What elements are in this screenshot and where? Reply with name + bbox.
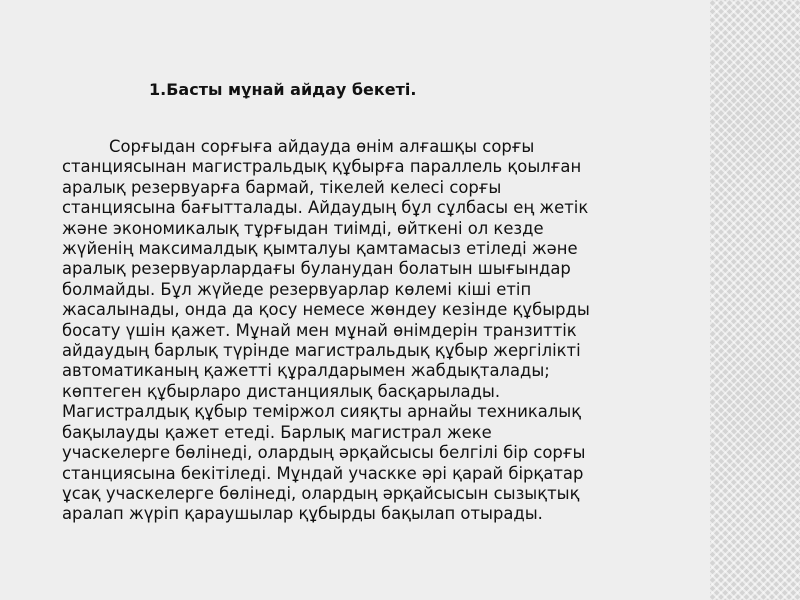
paragraph-line: ұсақ учаскелерге бөлінеді, олардың әрқайсысын сызықтық bbox=[62, 483, 580, 503]
paragraph-line: станциясынан магистральдық құбырға параллель қоылған bbox=[62, 157, 582, 177]
paragraph-line: учаскелерге бөлінеді, олардың әрқайсысы белгілі бір сорғы bbox=[62, 443, 586, 463]
paragraph-line: автоматиканың қажетті құралдарымен жабдықталады; bbox=[62, 361, 550, 381]
paragraph-line: жүйенің максималдық қымталуы қамтамасыз етіледі және bbox=[62, 239, 578, 259]
paragraph-line: станциясына бағытталады. Айдаудың бұл сұлбасы ең жетік bbox=[62, 198, 589, 218]
paragraph-line: аралық резервуарлардағы буланудан болатын шығындар bbox=[62, 259, 571, 279]
paragraph-line: аралап жүріп қараушылар құбырды бақылап отырады. bbox=[62, 504, 543, 524]
paragraph-line: болмайды. Бұл жүйеде резервуарлар көлемі кіші етіп bbox=[62, 279, 532, 299]
paragraph-line: көптеген құбырларо дистанциялық басқарылады. bbox=[62, 381, 501, 401]
paragraph-line: босату үшін қажет. Мұнай мен мұнай өнімдерін транзиттік bbox=[62, 320, 577, 340]
paragraph-line: станциясына бекітіледі. Мұндай учаскке әрі қарай бірқатар bbox=[62, 463, 584, 483]
paragraph-line: Магистралдық құбыр теміржол сияқты арнайы техникалық bbox=[62, 402, 582, 422]
decorative-side-band bbox=[710, 0, 800, 600]
paragraph-line: Сорғыдан сорғыға айдауда өнім алғашқы сорғы bbox=[109, 137, 535, 156]
slide-heading: 1.Басты мұнай айдау бекеті. bbox=[149, 80, 417, 99]
slide-body-paragraph bbox=[62, 137, 707, 525]
paragraph-line: және экономикалық тұрғыдан тиімді, өйткені ол кезде bbox=[62, 218, 544, 238]
paragraph-line: жасалынады, онда да қосу немесе жөндеу кезінде құбырды bbox=[62, 300, 590, 320]
paragraph-line: бақылауды қажет етеді. Барлық магистрал жеке bbox=[62, 422, 492, 442]
paragraph-line: аралық резервуарға бармай, тікелей келесі сорғы bbox=[62, 177, 502, 197]
paragraph-line: айдаудың барлық түрінде магистральдық құбыр жергілікті bbox=[62, 341, 581, 361]
